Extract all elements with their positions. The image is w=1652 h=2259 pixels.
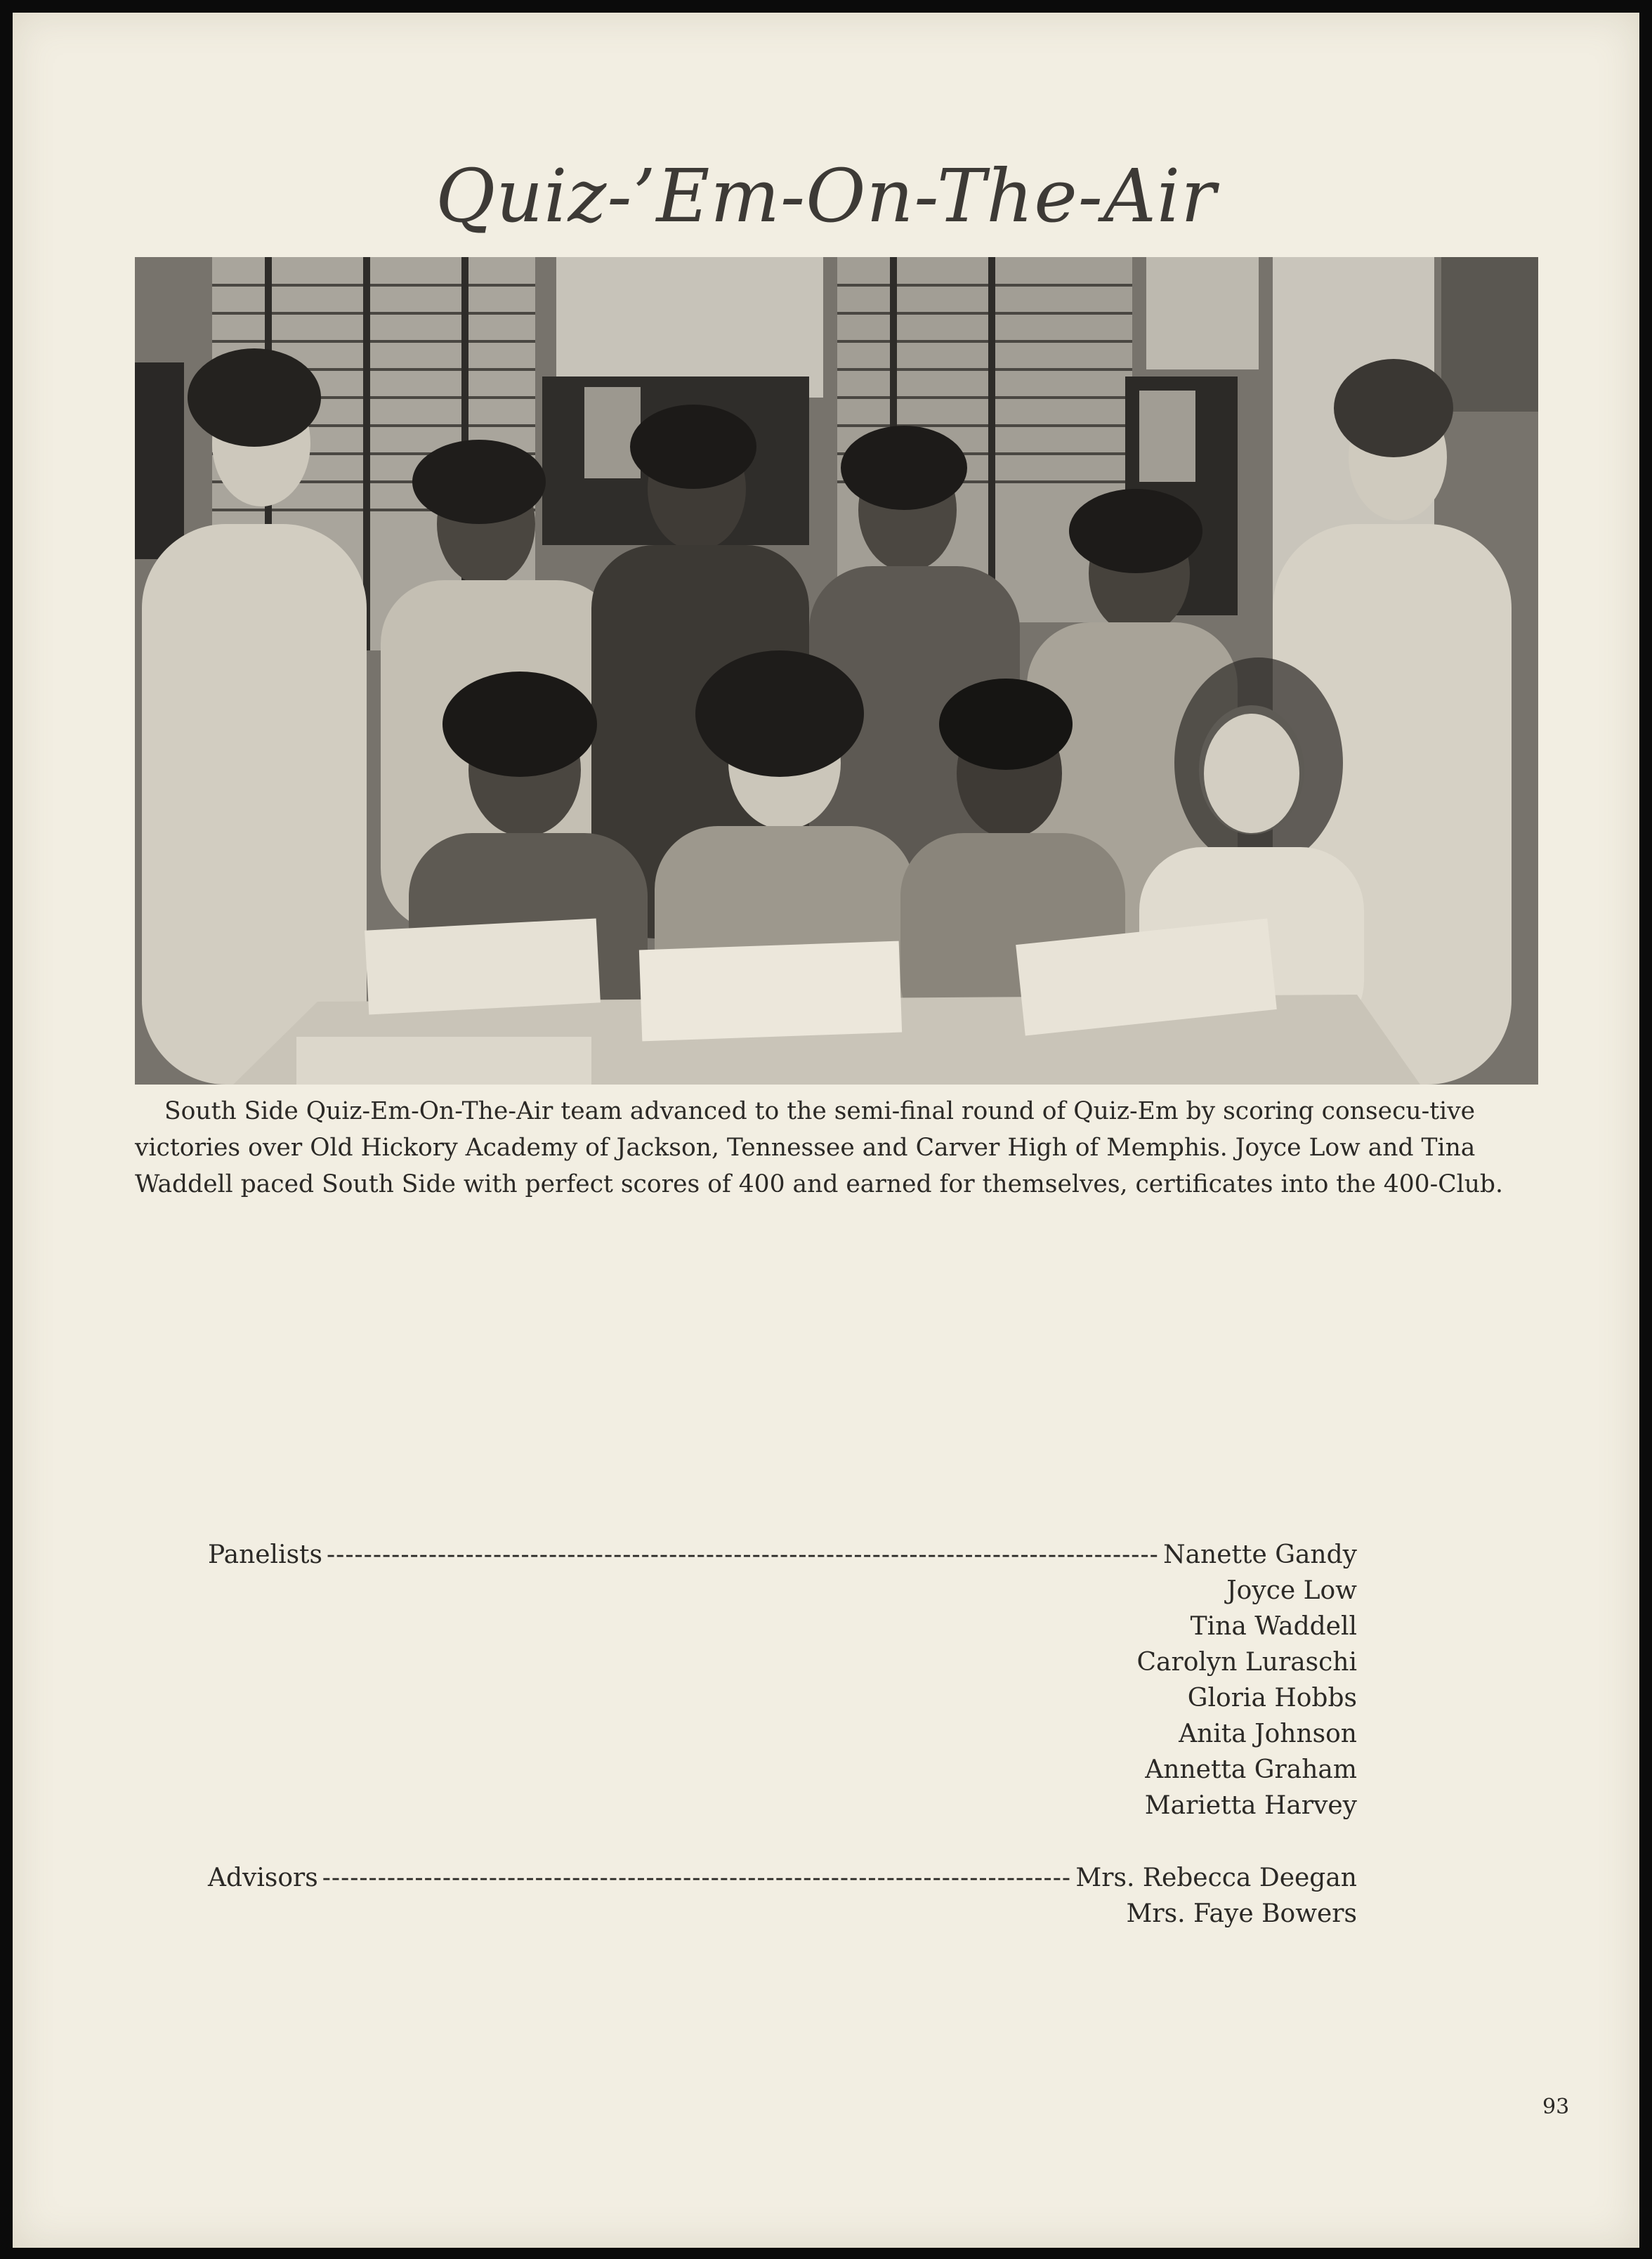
page-title: Quiz-’Em-On-The-Air — [435, 153, 1217, 239]
advisors-row — [208, 1860, 1357, 1896]
leader-dashes — [327, 1537, 1159, 1573]
panelists-label: Panelists — [208, 1540, 323, 1569]
advisors-label: Advisors — [208, 1864, 318, 1892]
panelists-list — [208, 1537, 1357, 1823]
leader-dashes — [322, 1860, 1072, 1896]
caption-text: South Side Quiz-Em-On-The-Air team advanced to the semi-final round of Quiz-Em by scoring consecu-tive victories over Old Hickory Academy of Jackson, Tennessee and Carver High of Memphis. Joyce Low and Tina Waddell paced South Side with perfect scores of 400 and earned for themselves, certificates into the 400-Club. — [135, 1097, 1503, 1198]
panelist-name: Tina Waddell — [1190, 1612, 1357, 1641]
advisor-name: Mrs. Faye Bowers — [1126, 1899, 1357, 1928]
panelists-row — [208, 1537, 1357, 1573]
panelist-name: Anita Johnson — [1179, 1720, 1357, 1748]
panelist-name: Annetta Graham — [1145, 1755, 1357, 1784]
panelist-name: Joyce Low — [1226, 1576, 1357, 1605]
page-number: 93 — [1542, 2095, 1570, 2119]
photo-caption — [135, 1093, 1547, 1203]
panelist-name: Carolyn Luraschi — [1136, 1648, 1357, 1677]
advisors-list — [208, 1860, 1357, 1932]
group-photo-icon — [135, 257, 1538, 1085]
advisor-name: Mrs. Rebecca Deegan — [1075, 1864, 1357, 1892]
team-group-photo — [135, 257, 1538, 1085]
panelist-name: Nanette Gandy — [1163, 1540, 1357, 1569]
panelist-name: Gloria Hobbs — [1187, 1684, 1357, 1713]
panelist-name: Marietta Harvey — [1144, 1791, 1357, 1820]
